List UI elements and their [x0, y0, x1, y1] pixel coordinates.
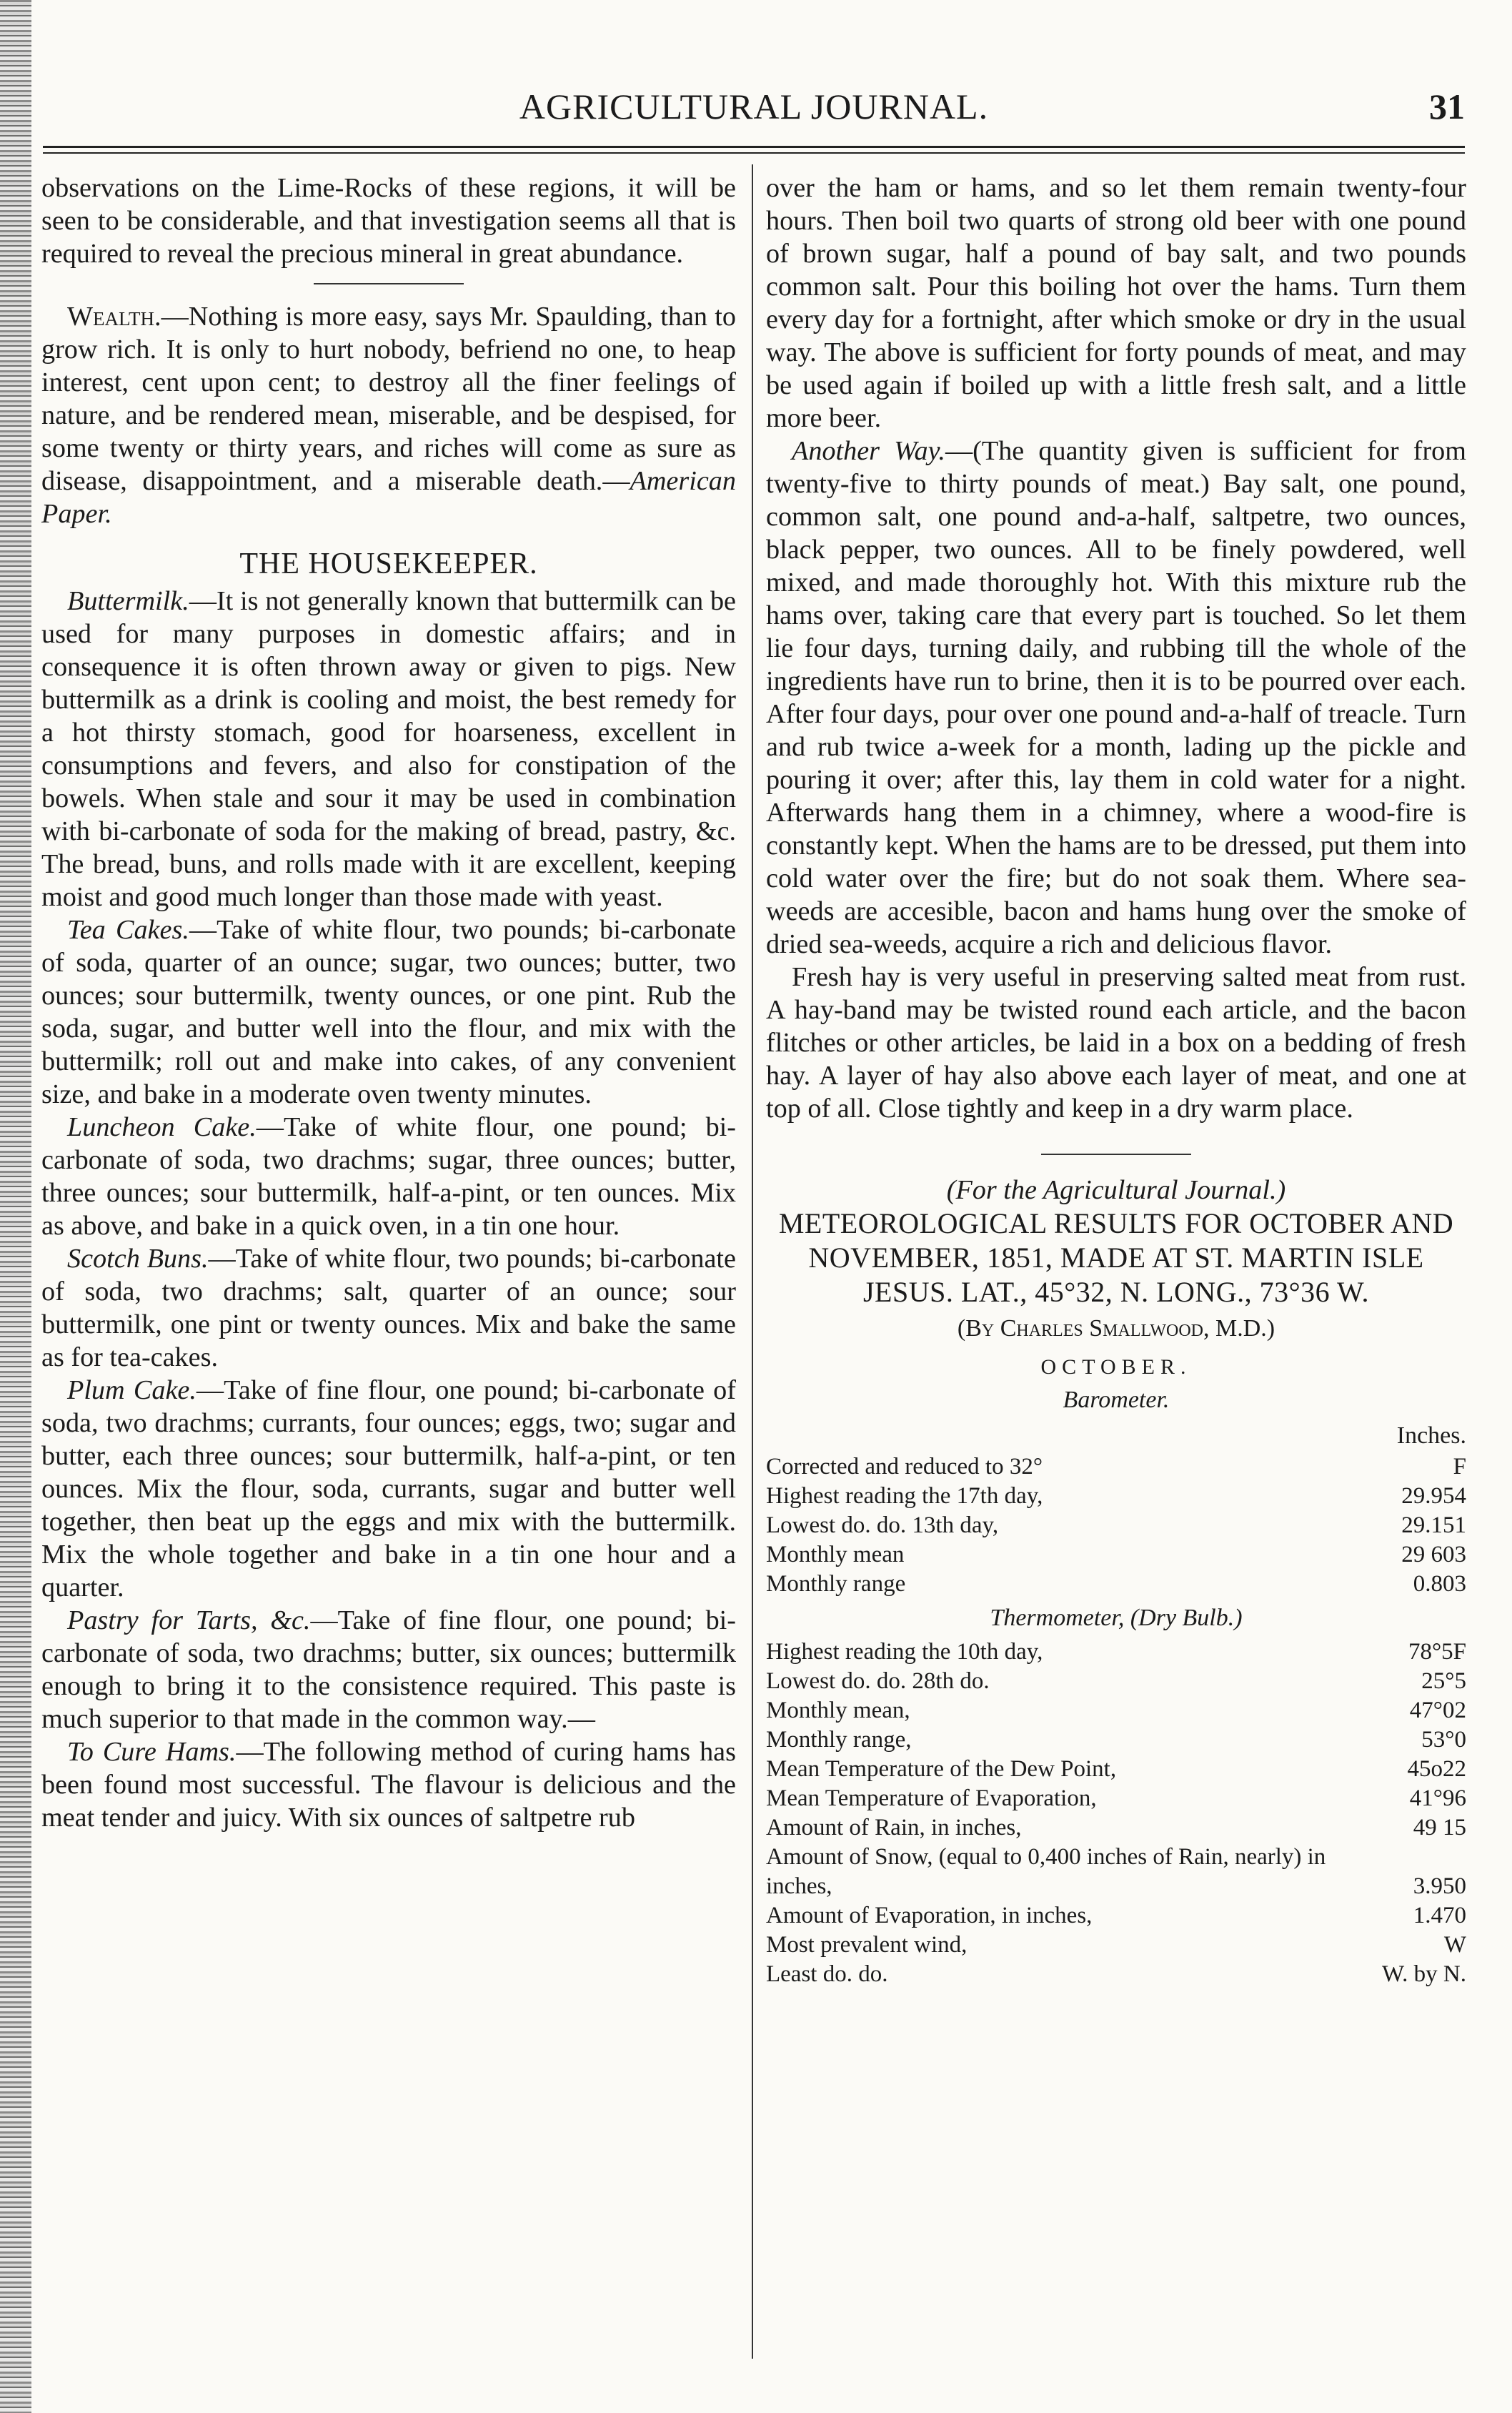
table-row: [766, 1452, 1466, 1482]
table-row: [766, 1755, 1466, 1784]
month-heading: OCTOBER.: [1040, 1355, 1192, 1379]
wealth-heading: Wealth.: [67, 302, 161, 332]
thermometer-heading: Thermometer, (Dry Bulb.): [990, 1605, 1243, 1631]
another-way-heading: Another Way.: [792, 436, 945, 466]
cure-hams-heading: To Cure Hams.: [67, 1737, 237, 1767]
row-label: Amount of Snow, (equal to 0,400 inches of Rain, nearly) in inches,: [766, 1844, 1326, 1899]
thermometer-table: [766, 1637, 1466, 1989]
row-value: 1.470: [1413, 1903, 1466, 1928]
table-row: [766, 1725, 1466, 1755]
header-rule: [43, 146, 1465, 154]
column-divider: [752, 164, 753, 2359]
row-value: 53°0: [1421, 1727, 1466, 1753]
row-value: 78°5F: [1408, 1639, 1466, 1665]
row-value: F: [1453, 1454, 1466, 1480]
row-value: W. by N.: [1382, 1961, 1466, 1987]
wealth-text: —Nothing is more easy, says Mr. Spaulding, than to grow rich. It is only to hurt nobody, befriend no one, to heap interest, cent upon cent; to destroy all the finer feelings of nature, and be rendered mean, miserable, and be despised, for some twenty or thirty years, and riches will come as sure as disease, disappointment, and a miserable death.—: [41, 302, 736, 496]
row-label: Mean Temperature of Evaporation,: [766, 1785, 1097, 1811]
table-row: [766, 1511, 1466, 1540]
buttermilk-text: —It is not generally known that buttermilk can be used for many purposes in domestic affairs; and in consequence it is often thrown away or given to pigs. New buttermilk as a drink is cooling and moist, the best remedy for a hot thirsty stomach, good for hoarseness, excellent in consumptions and fevers, and also for constipation of the bowels. When stale and sour it may be used in combination with bi-carbonate of soda for the making of bread, pastry, &c. The bread, buns, and rolls made with it are excellent, keeping moist and good much longer than those made with yeast.: [41, 586, 736, 912]
buttermilk-paragraph: [41, 585, 736, 913]
units-label: Inches.: [1396, 1422, 1466, 1449]
plum-cake-paragraph: [41, 1374, 736, 1604]
row-label: Amount of Rain, in inches,: [766, 1815, 1022, 1840]
row-value: 29.954: [1401, 1483, 1466, 1509]
row-value: 47°02: [1409, 1698, 1466, 1723]
row-label: Lowest do. do. 13th day,: [766, 1512, 999, 1538]
row-label: Highest reading the 10th day,: [766, 1639, 1043, 1665]
right-column: [766, 172, 1466, 1989]
barometer-table: [766, 1452, 1466, 1599]
wealth-source: American Paper.: [41, 466, 736, 529]
row-label: Least do. do.: [766, 1961, 888, 1987]
scotch-buns-paragraph: [41, 1242, 736, 1374]
table-row: [766, 1667, 1466, 1696]
row-value: W: [1443, 1932, 1466, 1958]
page-binding-edge: [0, 0, 31, 2413]
hams-continued-paragraph: over the ham or hams, and so let them remain twenty-four hours. Then boil two quarts of strong old beer with one pound of brown sugar, half a pound of bay salt, and two pounds common salt. Pour this boiling hot over the hams. Turn them every day for a fortnight, after which smoke or dry in the usual way. The above is sufficient for forty pounds of meat, and may be used again if boiled up with a little fresh salt, and a little more beer.: [766, 173, 1466, 433]
running-title: AGRICULTURAL JOURNAL.: [519, 86, 989, 127]
row-value: 41°96: [1409, 1785, 1466, 1811]
table-row: [766, 1813, 1466, 1843]
section-rule-right: [1041, 1154, 1191, 1155]
tea-cakes-heading: Tea Cakes.: [67, 915, 189, 945]
table-row: [766, 1931, 1466, 1960]
barometer-heading: Barometer.: [1063, 1387, 1170, 1413]
row-label: Corrected and reduced to 32°: [766, 1454, 1043, 1480]
row-label: Amount of Evaporation, in inches,: [766, 1903, 1093, 1928]
row-label: Monthly mean: [766, 1542, 905, 1567]
row-label: Monthly range,: [766, 1727, 912, 1753]
row-label: Monthly range: [766, 1571, 906, 1597]
wealth-paragraph: [41, 300, 736, 530]
another-way-paragraph: [766, 435, 1466, 961]
table-row: [766, 1901, 1466, 1931]
table-row: [766, 1784, 1466, 1813]
lime-rocks-paragraph: observations on the Lime-Rocks of these regions, it will be seen to be considerable, and that investigation seems all that is required to reveal the precious mineral in great abundance.: [41, 173, 736, 269]
table-row: [766, 1570, 1466, 1599]
left-column: [41, 172, 736, 1834]
scotch-buns-heading: Scotch Buns.: [67, 1244, 209, 1274]
page-header: [43, 86, 1465, 143]
byline: (By Charles Smallwood, M.D.): [957, 1315, 1275, 1342]
row-label: Lowest do. do. 28th do.: [766, 1668, 990, 1694]
source-note: (For the Agricultural Journal.): [946, 1175, 1286, 1205]
row-value: 49 15: [1413, 1815, 1466, 1840]
fresh-hay-paragraph: Fresh hay is very useful in preserving salted meat from rust. A hay-band may be twisted round each article, and the bacon flitches or other articles, be laid in a box on a bedding of fresh hay. A layer of hay also above each layer of meat, and one at top of all. Close tightly and keep in a dry warm place.: [766, 962, 1466, 1124]
row-value: 25°5: [1421, 1668, 1466, 1694]
luncheon-cake-paragraph: [41, 1111, 736, 1242]
row-label: Mean Temperature of the Dew Point,: [766, 1756, 1117, 1782]
row-value: 29.151: [1401, 1512, 1466, 1538]
row-value: 29 603: [1401, 1542, 1466, 1567]
buttermilk-heading: Buttermilk.: [67, 586, 189, 616]
table-row: [766, 1540, 1466, 1570]
row-value: 0.803: [1413, 1571, 1466, 1597]
row-label: Highest reading the 17th day,: [766, 1483, 1043, 1509]
pastry-paragraph: [41, 1604, 736, 1735]
tea-cakes-paragraph: [41, 913, 736, 1111]
scotch-buns-text: —Take of white flour, two pounds; bi-carbonate of soda, two drachms; salt, quarter of an ounce; sour buttermilk, one pint or twenty ounces. Mix and bake the same as for tea-cakes.: [41, 1244, 736, 1372]
table-row: [766, 1696, 1466, 1725]
housekeeper-title: THE HOUSEKEEPER.: [239, 547, 538, 580]
meteorological-title: METEOROLOGICAL RESULTS FOR OCTOBER AND NOVEMBER, 1851, MADE AT ST. MARTIN ISLE JESUS. LAT., 45°32, N. LONG., 73°36 W.: [778, 1207, 1454, 1308]
tea-cakes-text: —Take of white flour, two pounds; bi-carbonate of soda, quarter of an ounce; sugar, two ounces; butter, two ounces; sour buttermilk, twenty ounces, or one pint. Rub the soda, sugar, and butter well into the flour, and mix with the buttermilk; roll out and make into cakes, of any convenient size, and bake in a moderate oven twenty minutes.: [41, 915, 736, 1109]
row-label: Most prevalent wind,: [766, 1932, 968, 1958]
row-value: 3.950: [1413, 1873, 1466, 1899]
section-rule: [314, 283, 464, 284]
another-way-text: —(The quantity given is sufficient for from twenty-five to thirty pounds of meat.) Bay salt, one pound, common salt, one pound and-a-half, saltpetre, two ounces, black pepper, two ounces. All to be finely powdered, well mixed, and made thoroughly hot. With this mixture rub the hams over, taking care that every part is touched. So let them lie four days, turning daily, and rubbing till the whole of the ingredients have run to brine, then it is to be pourred over each. After four days, pour over one pound and-a-half of treacle. Turn and rub twice a-week for a month, lading up the pickle and pouring it over; after this, lay them in cold water for a night. Afterwards hang them in a chimney, where a wood-fire is constantly kept. When the hams are to be dressed, put them into cold water over the fire; but do not soak them. Where sea-weeds are accesible, bacon and hams hung over the smoke of dried sea-weeds, acquire a rich and delicious flavor.: [766, 436, 1466, 959]
plum-cake-heading: Plum Cake.: [67, 1375, 197, 1405]
cure-hams-paragraph: [41, 1735, 736, 1834]
row-label: Monthly mean,: [766, 1698, 910, 1723]
plum-cake-text: —Take of fine flour, one pound; bi-carbonate of soda, two drachms; currants, four ounces; eggs, two; sugar and butter, each three ounces; sour buttermilk, half-a-pint, or ten ounces. Mix the flour, soda, currants, sugar and butter well together, then beat up the eggs and mix with the buttermilk. Mix the whole together and bake in a tin one hour and a quarter.: [41, 1375, 736, 1602]
luncheon-cake-heading: Luncheon Cake.: [67, 1112, 257, 1142]
pastry-heading: Pastry for Tarts, &c.: [67, 1605, 311, 1635]
table-row: [766, 1637, 1466, 1667]
table-row: [766, 1482, 1466, 1511]
page-number: 31: [1429, 86, 1465, 127]
table-row: [766, 1843, 1466, 1901]
pastry-text: —Take of fine flour, one pound; bi-carbonate of soda, two drachms; butter, six ounces; buttermilk enough to bring it to the consistence required. This paste is much superior to that made in the common way.—: [41, 1605, 737, 1734]
table-row: [766, 1960, 1466, 1989]
cure-hams-text: —The following method of curing hams has been found most successful. The flavour is delicious and the meat tender and juicy. With six ounces of saltpetre rub: [41, 1737, 736, 1833]
row-value: 45o22: [1407, 1756, 1466, 1782]
luncheon-cake-text: —Take of white flour, one pound; bi-carbonate of soda, two drachms; sugar, three ounces; butter, three ounces; sour buttermilk, half-a-pint, or ten ounces. Mix as above, and bake in a quick oven, in a tin one hour.: [41, 1112, 736, 1241]
